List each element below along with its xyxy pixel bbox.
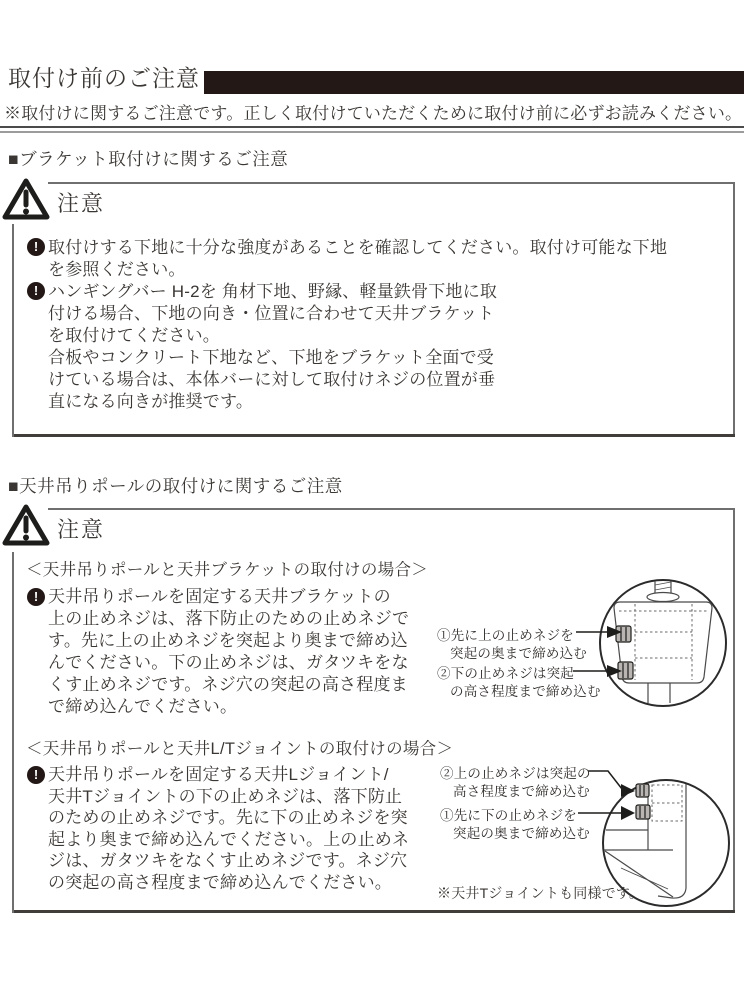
exclamation-bullet-icon: ! [27,238,45,256]
text-line: 天井Tジョイントの下の止めネジは、落下防止 [48,786,403,806]
exclamation-bullet-icon: ! [27,588,45,606]
double-rule [0,126,744,133]
lower-set-screw [636,805,650,819]
section-heading-bracket: ■ブラケット取付けに関するご注意 [8,149,289,169]
text-line: す。先に上の止めネジを突起より奥まで締め込 [48,631,408,650]
text-line: 上の止めネジは、落下防止のための止めネジで [48,609,410,628]
text-line: のための止めネジです。先に下の止めネジを突 [48,808,408,827]
box-border-top [48,182,735,184]
exclamation-bullet-icon: ! [27,766,45,784]
upper-set-screw [616,626,631,642]
bullet-text [48,586,440,718]
box-border-left [12,224,14,437]
text-line: を参照ください。 [48,260,186,279]
annotation-step2: ②上の止めネジは突起の [440,766,591,781]
box-border-top [48,508,735,510]
bullet-text [48,237,728,281]
text-line: けている場合は、本体バーに対して取付けネジの位置が垂 [48,370,496,389]
bullet-text [48,281,518,413]
annotation-step1-cont: 突起の奥まで締め込む [450,646,587,661]
title-bar [204,71,744,94]
text-line: 天井吊りポールを固定する天井ブラケットの [48,587,391,606]
case-heading-joint: ＜天井吊りポールと天井L/Tジョイントの取付けの場合＞ [26,740,454,758]
text-line: んでください。下の止めネジは、ガタツキをな [48,653,409,672]
exclamation-bullet-icon: ! [27,282,45,300]
warning-triangle-icon [2,176,50,222]
annotation-step1-cont: 突起の奥まで締め込む [453,826,590,841]
annotation-step2: ②下の止めネジは突起 [437,666,574,681]
text-line: 起より奥まで締め込んでください。上の止めネ [48,829,410,849]
t-joint-note: ※天井Tジョイントも同様です。 [437,885,644,901]
text-line: で締め込んでください。 [48,697,238,716]
text-line: ジは、ガタツキをなくす止めネジです。ネジ穴 [48,851,408,870]
text-line: 天井吊りポールを固定する天井Lジョイント/ [48,765,389,784]
text-line: 取付けする下地に十分な強度があることを確認してください。取付け可能な下地 [48,238,668,257]
text-line: ハンギングバー H-2を 角材下地、野縁、軽量鉄骨下地に取 [48,282,498,301]
box-border-left [12,552,14,913]
text-line: を取付けてください。 [48,326,220,345]
caution-label: 注意 [57,517,106,542]
text-line: 直になる向きが推奨です。 [48,392,254,411]
upper-set-screw [636,784,649,797]
bullet-text [48,764,440,893]
text-line: くす止めネジです。ネジ穴の突起の高さ程度ま [48,675,408,694]
text-line: 付ける場合、下地の向き・位置に合わせて天井ブラケット [48,304,495,323]
warning-triangle-icon [2,502,50,548]
annotation-step2-cont: 高さ程度まで締め込む [453,784,590,799]
notice-text: ※取付けに関するご注意です。正しく取付けていただくために取付け前に必ずお読みください。 [4,104,743,123]
annotation-step1: ①先に上の止めネジを [437,628,574,643]
box-border-bottom [12,434,735,437]
text-line: の突起の高さ程度まで締め込んでください。 [48,872,392,892]
case-heading-bracket: ＜天井吊りポールと天井ブラケットの取付けの場合＞ [26,561,429,579]
caution-label: 注意 [57,191,106,216]
text-line: 合板やコンクリート下地など、下地をブラケット全面で受 [48,348,495,367]
annotation-step2-cont: の高さ程度まで締め込む [450,684,601,699]
box-border-right [733,182,735,437]
section-heading-pole: ■天井吊りポールの取付けに関するご注意 [8,476,343,496]
annotation-step1: ①先に下の止めネジを [440,808,577,823]
page-title: 取付け前のご注意 [8,65,200,91]
